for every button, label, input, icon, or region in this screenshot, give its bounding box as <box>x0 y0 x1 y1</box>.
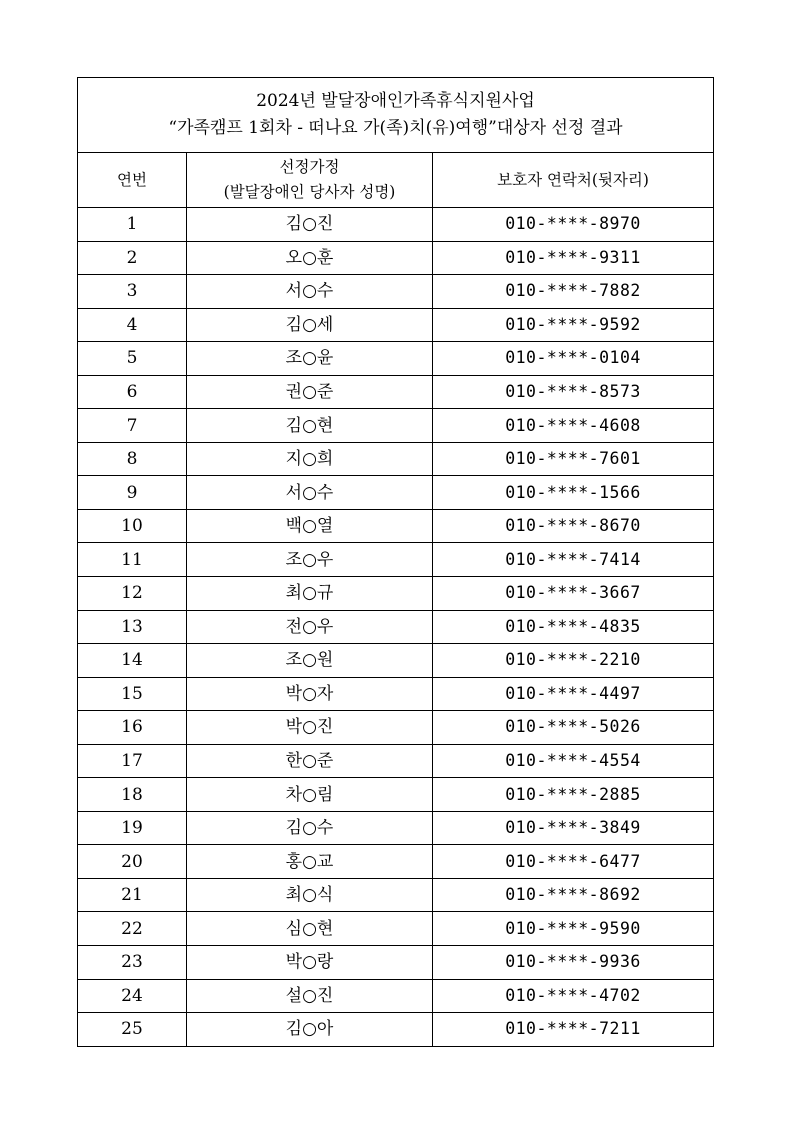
table-row <box>78 476 714 510</box>
header-selected-line-2: (발달장애인 당사자 성명) <box>223 183 396 201</box>
row-phone: 010-****-9590 <box>433 912 714 946</box>
row-phone: 010-****-4497 <box>433 677 714 711</box>
row-name: 김○아 <box>187 1013 433 1047</box>
row-name: 최○식 <box>187 878 433 912</box>
row-phone: 010-****-8670 <box>433 509 714 543</box>
title-row <box>78 78 714 153</box>
row-name: 조○윤 <box>187 342 433 376</box>
table-row <box>78 845 714 879</box>
column-header-row <box>78 153 714 208</box>
row-phone: 010-****-6477 <box>433 845 714 879</box>
table-row <box>78 577 714 611</box>
row-name: 조○원 <box>187 644 433 678</box>
row-phone: 010-****-7882 <box>433 275 714 309</box>
row-name: 오○훈 <box>187 241 433 275</box>
row-name: 지○희 <box>187 442 433 476</box>
row-number: 5 <box>78 342 187 376</box>
row-name: 서○수 <box>187 275 433 309</box>
table-row <box>78 409 714 443</box>
row-name: 설○진 <box>187 979 433 1013</box>
row-phone: 010-****-1566 <box>433 476 714 510</box>
row-name: 서○수 <box>187 476 433 510</box>
row-number: 17 <box>78 744 187 778</box>
table-row <box>78 610 714 644</box>
row-number: 14 <box>78 644 187 678</box>
row-number: 23 <box>78 946 187 980</box>
row-phone: 010-****-8573 <box>433 375 714 409</box>
row-name: 홍○교 <box>187 845 433 879</box>
table-row <box>78 644 714 678</box>
header-selected-line-1: 선정가정 <box>279 158 340 176</box>
table-row <box>78 946 714 980</box>
row-name: 조○우 <box>187 543 433 577</box>
table-row <box>78 208 714 242</box>
table-row <box>78 912 714 946</box>
row-number: 12 <box>78 577 187 611</box>
table-row <box>78 342 714 376</box>
selection-result-table <box>77 77 714 1047</box>
row-name: 권○준 <box>187 375 433 409</box>
row-name: 김○현 <box>187 409 433 443</box>
row-number: 3 <box>78 275 187 309</box>
row-phone: 010-****-9311 <box>433 241 714 275</box>
row-name: 차○림 <box>187 778 433 812</box>
row-phone: 010-****-2210 <box>433 644 714 678</box>
row-phone: 010-****-3667 <box>433 577 714 611</box>
row-number: 16 <box>78 711 187 745</box>
row-phone: 010-****-7601 <box>433 442 714 476</box>
row-number: 2 <box>78 241 187 275</box>
row-phone: 010-****-7414 <box>433 543 714 577</box>
row-number: 18 <box>78 778 187 812</box>
row-phone: 010-****-4608 <box>433 409 714 443</box>
table-row <box>78 811 714 845</box>
row-number: 9 <box>78 476 187 510</box>
row-name: 전○우 <box>187 610 433 644</box>
table-row <box>78 711 714 745</box>
table-row <box>78 677 714 711</box>
row-phone: 010-****-9592 <box>433 308 714 342</box>
table-row <box>78 1013 714 1047</box>
row-phone: 010-****-8970 <box>433 208 714 242</box>
row-number: 10 <box>78 509 187 543</box>
row-number: 19 <box>78 811 187 845</box>
table-row <box>78 543 714 577</box>
row-phone: 010-****-8692 <box>433 878 714 912</box>
row-phone: 010-****-4554 <box>433 744 714 778</box>
row-number: 22 <box>78 912 187 946</box>
table-row <box>78 442 714 476</box>
table-row <box>78 878 714 912</box>
row-number: 24 <box>78 979 187 1013</box>
row-name: 김○세 <box>187 308 433 342</box>
row-phone: 010-****-3849 <box>433 811 714 845</box>
header-number: 연번 <box>78 153 187 208</box>
header-contact: 보호자 연락처(뒷자리) <box>433 153 714 208</box>
row-number: 4 <box>78 308 187 342</box>
document-title <box>78 78 714 153</box>
row-number: 8 <box>78 442 187 476</box>
row-number: 1 <box>78 208 187 242</box>
row-number: 25 <box>78 1013 187 1047</box>
row-name: 박○자 <box>187 677 433 711</box>
row-name: 김○수 <box>187 811 433 845</box>
table-row <box>78 241 714 275</box>
row-phone: 010-****-4835 <box>433 610 714 644</box>
row-name: 백○열 <box>187 509 433 543</box>
table-row <box>78 375 714 409</box>
row-name: 박○진 <box>187 711 433 745</box>
row-phone: 010-****-7211 <box>433 1013 714 1047</box>
row-number: 20 <box>78 845 187 879</box>
row-phone: 010-****-0104 <box>433 342 714 376</box>
row-number: 6 <box>78 375 187 409</box>
table-row <box>78 778 714 812</box>
row-number: 7 <box>78 409 187 443</box>
header-selected-family <box>187 153 433 208</box>
row-name: 박○랑 <box>187 946 433 980</box>
table-row <box>78 308 714 342</box>
row-number: 11 <box>78 543 187 577</box>
row-phone: 010-****-4702 <box>433 979 714 1013</box>
title-line-1: 2024년 발달장애인가족휴식지원사업 <box>256 91 535 111</box>
table-row <box>78 275 714 309</box>
row-name: 최○규 <box>187 577 433 611</box>
row-phone: 010-****-9936 <box>433 946 714 980</box>
table-row <box>78 744 714 778</box>
row-phone: 010-****-2885 <box>433 778 714 812</box>
row-number: 15 <box>78 677 187 711</box>
table-body <box>78 208 714 1047</box>
row-phone: 010-****-5026 <box>433 711 714 745</box>
row-name: 심○현 <box>187 912 433 946</box>
title-line-2: “가족캠프 1회차 - 떠나요 가(족)치(유)여행”대상자 선정 결과 <box>168 118 623 138</box>
row-name: 김○진 <box>187 208 433 242</box>
row-name: 한○준 <box>187 744 433 778</box>
table-row <box>78 509 714 543</box>
row-number: 13 <box>78 610 187 644</box>
row-number: 21 <box>78 878 187 912</box>
table-row <box>78 979 714 1013</box>
